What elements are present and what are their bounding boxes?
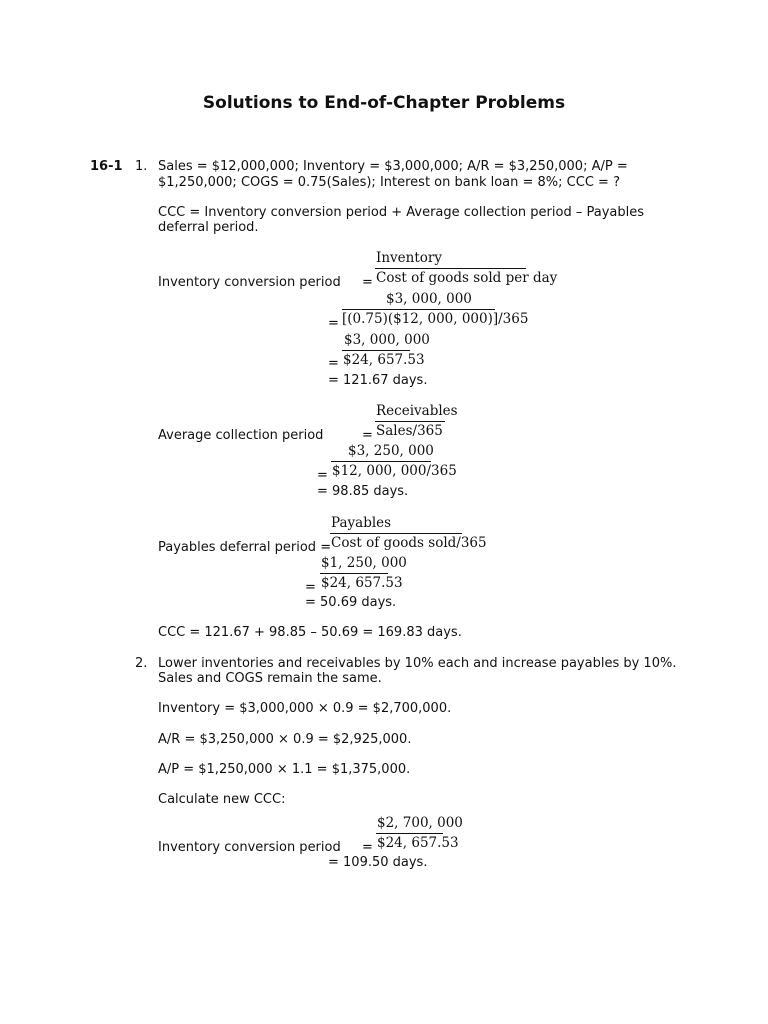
fraction-bar xyxy=(320,573,388,574)
icp2-label: Inventory conversion period xyxy=(158,840,341,855)
calc-label: Calculate new CCC: xyxy=(158,792,286,807)
equals-sign: = xyxy=(362,275,373,290)
part-number: 1. xyxy=(135,159,148,174)
fraction-bar xyxy=(376,833,443,834)
acp-f1-numerator: Receivables xyxy=(376,403,458,419)
acp-result: = 98.85 days. xyxy=(317,484,409,499)
fraction-bar xyxy=(342,350,410,351)
equals-sign: = xyxy=(362,428,373,443)
icp2-result: = 109.50 days. xyxy=(328,855,428,870)
part2-intro-line-2: Sales and COGS remain the same. xyxy=(158,671,382,686)
ap-line: A/P = $1,250,000 × 1.1 = $1,375,000. xyxy=(158,762,411,777)
icp-label: Inventory conversion period xyxy=(158,275,341,290)
inventory-line: Inventory = $3,000,000 × 0.9 = $2,700,000. xyxy=(158,701,452,716)
given-line-2: $1,250,000; COGS = 0.75(Sales); Interest on bank loan = 8%; CCC = ? xyxy=(158,175,620,190)
ccc-result: CCC = 121.67 + 98.85 – 50.69 = 169.83 days. xyxy=(158,625,462,640)
part2-intro-line-1: Lower inventories and receivables by 10% each and increase payables by 10%. xyxy=(158,656,677,671)
ar-line: A/R = $3,250,000 × 0.9 = $2,925,000. xyxy=(158,732,412,747)
equals-sign: = xyxy=(362,840,373,855)
acp-f1-denominator: Sales/365 xyxy=(376,423,443,439)
page-title: Solutions to End-of-Chapter Problems xyxy=(202,93,566,113)
equals-sign: = xyxy=(305,580,316,595)
icp-f3-denominator: $24, 657.53 xyxy=(343,352,425,368)
icp-f1-denominator: Cost of goods sold per day xyxy=(376,270,558,286)
icp-f2-denominator: [(0.75)($12, 000, 000)]/365 xyxy=(342,311,529,327)
acp-f2-denominator: $12, 000, 000/365 xyxy=(332,463,457,479)
pdp-result: = 50.69 days. xyxy=(305,595,397,610)
equals-sign: = xyxy=(328,316,339,331)
problem-number: 16-1 xyxy=(90,159,123,174)
ccc-definition-line-2: deferral period. xyxy=(158,220,259,235)
equals-sign: = xyxy=(317,468,328,483)
part-number: 2. xyxy=(135,656,148,671)
equals-sign: = xyxy=(328,356,339,371)
icp-result: = 121.67 days. xyxy=(328,373,428,388)
pdp-f2-denominator: $24, 657.53 xyxy=(321,575,403,591)
ccc-definition-line-1: CCC = Inventory conversion period + Average collection period – Payables xyxy=(158,205,644,220)
fraction-bar xyxy=(342,309,495,310)
icp2-denominator: $24, 657.53 xyxy=(377,835,459,851)
pdp-label: Payables deferral period = xyxy=(158,540,332,555)
fraction-bar xyxy=(375,421,445,422)
icp2-numerator: $2, 700, 000 xyxy=(377,815,463,831)
pdp-f1-denominator: Cost of goods sold/365 xyxy=(331,535,487,551)
pdp-f2-numerator: $1, 250, 000 xyxy=(321,555,407,571)
acp-f2-numerator: $3, 250, 000 xyxy=(348,443,434,459)
fraction-bar xyxy=(375,268,526,269)
fraction-bar xyxy=(330,533,462,534)
icp-f3-numerator: $3, 000, 000 xyxy=(344,332,430,348)
acp-label: Average collection period xyxy=(158,428,324,443)
pdp-f1-numerator: Payables xyxy=(331,515,392,531)
fraction-bar xyxy=(331,461,431,462)
given-line-1: Sales = $12,000,000; Inventory = $3,000,000; A/R = $3,250,000; A/P = xyxy=(158,159,628,174)
icp-f1-numerator: Inventory xyxy=(376,250,442,266)
icp-f2-numerator: $3, 000, 000 xyxy=(386,291,472,307)
